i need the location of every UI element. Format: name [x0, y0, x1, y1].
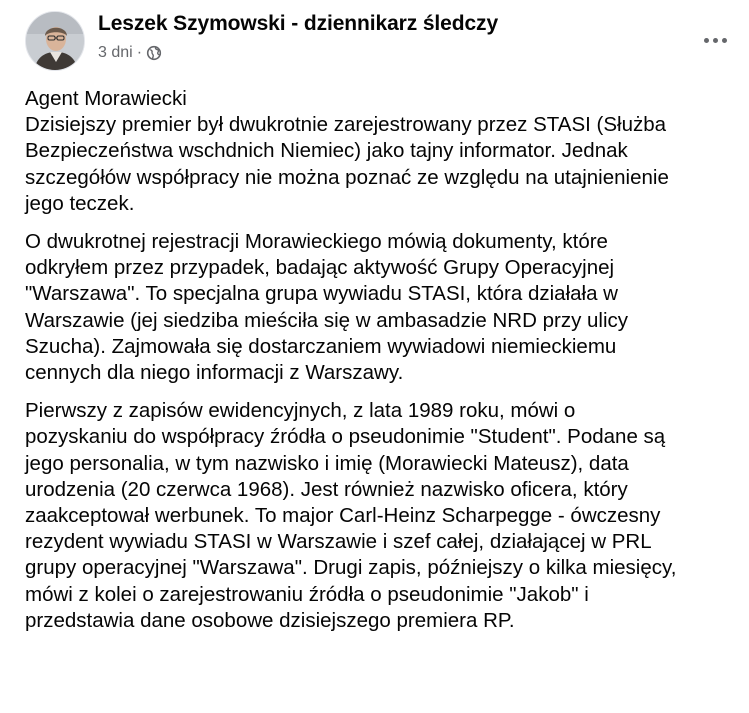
meta-separator: ·: [136, 44, 143, 61]
text-line: zaakceptował werbunek. To major Carl-Heinz Scharpegge - ówczesny: [25, 504, 661, 528]
text-line: jego teczek.: [25, 191, 135, 215]
text-line: mówi z kolei o zarejestrowaniu źródła o pseudonimie "Jakob" i: [25, 582, 589, 606]
text-line: odkryłem przez przypadek, badając aktywość Grupy Operacyjnej: [25, 256, 615, 280]
post-paragraph: [25, 398, 730, 634]
text-line: pozyskaniu do współpracy źródła o pseudonimie "Student". Podane są: [25, 425, 666, 449]
text-line: Szucha). Zajmowała się dostarczaniem wywiadowi niemieckiemu: [25, 334, 617, 358]
post-paragraph: [25, 86, 730, 217]
text-line: przedstawia dane osobowe dzisiejszego premiera RP.: [25, 608, 515, 632]
post-meta: [98, 44, 162, 62]
text-line: "Warszawa". To specjalna grupa wywiadu STASI, która działała w: [25, 282, 618, 306]
post-message: [25, 86, 730, 634]
author-name-link[interactable]: Leszek Szymowski - dziennikarz śledczy: [98, 12, 499, 35]
text-line: Bezpieczeństwa wschdnich Niemiec) jako tajny informator. Jednak: [25, 139, 628, 163]
text-line: Agent Morawiecki: [25, 87, 187, 110]
text-line: O dwukrotnej rejestracji Morawieckiego mówią dokumenty, które: [25, 230, 608, 254]
avatar-portrait-image: [26, 12, 85, 71]
author-avatar[interactable]: [25, 11, 85, 71]
more-horizontal-icon: [704, 38, 709, 43]
text-line: rezydent wywiadu STASI w Warszawie i szef całej, działającej w PRL: [25, 530, 652, 554]
text-line: cennych dla niego informacji z Warszawy.: [25, 361, 404, 385]
text-line: Dzisiejszy premier był dwukrotnie zarejestrowany przez STASI (Służba: [25, 113, 667, 137]
text-line: Warszawie (jej siedziba mieściła się w ambasadzie NRD przy ulicy: [25, 308, 629, 332]
text-line: grupy operacyjnej "Warszawa". Drugi zapis, późniejszy o kilka miesięcy,: [25, 556, 677, 580]
text-line: Pierwszy z zapisów ewidencyjnych, z lata 1989 roku, mówi o: [25, 399, 576, 423]
text-line: urodzenia (20 czerwca 1968). Jest również nazwisko oficera, który: [25, 477, 628, 501]
globe-icon[interactable]: [146, 45, 162, 61]
more-options-button[interactable]: [695, 22, 735, 58]
post-timestamp[interactable]: 3 dni: [98, 44, 133, 61]
text-line: jego personalia, w tym nazwisko i imię (Morawiecki Mateusz), data: [25, 451, 629, 475]
text-line: szczegółów współpracy nie można poznać ze względu na utajnienienie: [25, 165, 669, 189]
post-paragraph: [25, 229, 730, 386]
post-header: [25, 8, 725, 74]
